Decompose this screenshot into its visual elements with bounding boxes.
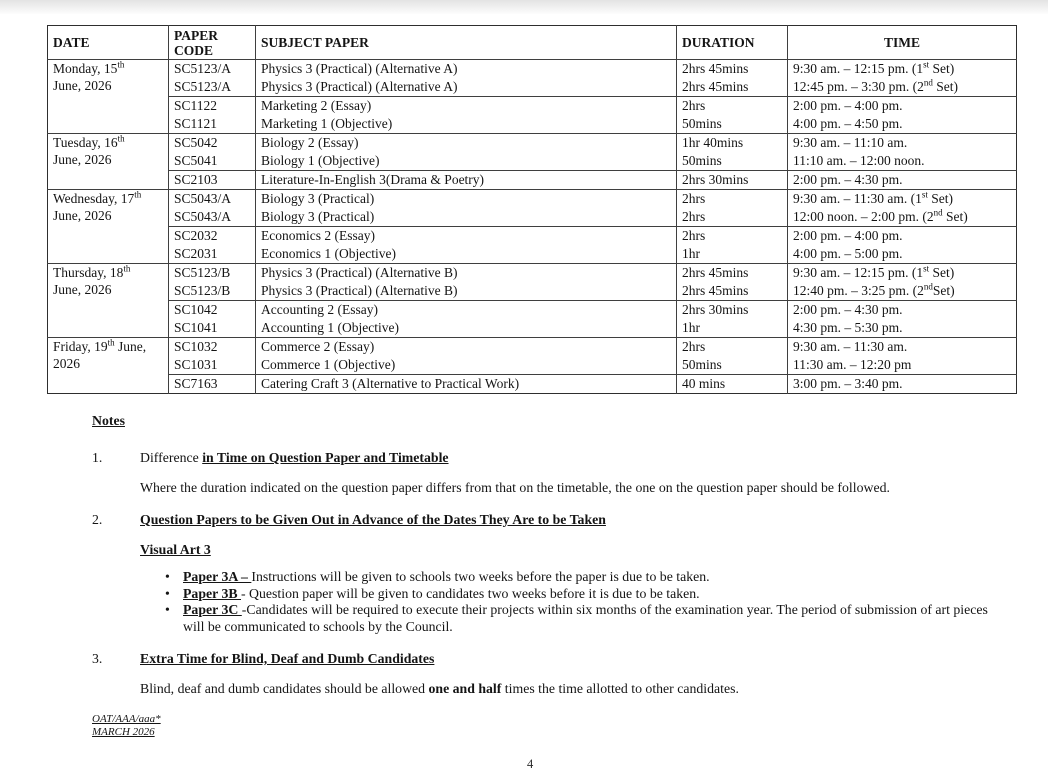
- footer-reference: OAT/AAA/aaa*: [92, 713, 161, 725]
- paper-code-cell: SC2031: [169, 245, 256, 264]
- duration-cell: 50mins: [677, 356, 788, 375]
- bullet-item: • Paper 3B - Question paper will be given to candidates two weeks before it is due to be taken.: [165, 585, 700, 601]
- header-time: TIME: [788, 26, 1017, 60]
- time-cell: 9:30 am. – 11:10 am.: [788, 134, 1017, 153]
- paper-code-cell: SC5042: [169, 134, 256, 153]
- time-cell: 4:30 pm. – 5:30 pm.: [788, 319, 1017, 338]
- timetable-row: [48, 60, 1017, 79]
- paper-code-cell: SC2103: [169, 171, 256, 190]
- duration-cell: 2hrs: [677, 97, 788, 116]
- bullet-item: • Paper 3A – Instructions will be given to schools two weeks before the paper is due to be taken.: [165, 569, 710, 584]
- time-cell: 12:45 pm. – 3:30 pm. (2nd Set): [788, 78, 1017, 97]
- time-cell: 4:00 pm. – 5:00 pm.: [788, 245, 1017, 264]
- subject-cell: Marketing 2 (Essay): [256, 97, 677, 116]
- date-cell: Monday, 15th June, 2026: [48, 60, 169, 134]
- note-heading: Question Papers to be Given Out in Advance of the Dates They Are to be Taken: [140, 512, 606, 527]
- subject-cell: Economics 2 (Essay): [256, 227, 677, 246]
- header-subject-paper: SUBJECT PAPER: [256, 26, 677, 60]
- paper-code-cell: SC5041: [169, 152, 256, 171]
- timetable-row: [48, 115, 1017, 134]
- note-item: [92, 449, 990, 496]
- note-paragraph: Where the duration indicated on the question paper differs from that on the timetable, the one on the question paper should be followed.: [140, 480, 890, 495]
- timetable-row: [48, 208, 1017, 227]
- duration-cell: 2hrs 45mins: [677, 282, 788, 301]
- time-cell: 12:00 noon. – 2:00 pm. (2nd Set): [788, 208, 1017, 227]
- page-footer: [92, 713, 161, 738]
- subject-cell: Physics 3 (Practical) (Alternative B): [256, 282, 677, 301]
- time-cell: 9:30 am. – 12:15 pm. (1st Set): [788, 264, 1017, 283]
- date-cell: Friday, 19th June, 2026: [48, 338, 169, 394]
- paper-code-cell: SC1041: [169, 319, 256, 338]
- note-paragraph: Blind, deaf and dumb candidates should be allowed one and half times the time allotted to other candidates.: [140, 681, 739, 696]
- subject-cell: Marketing 1 (Objective): [256, 115, 677, 134]
- paper-code-cell: SC5123/B: [169, 282, 256, 301]
- timetable-row: [48, 264, 1017, 283]
- subject-cell: Physics 3 (Practical) (Alternative B): [256, 264, 677, 283]
- timetable-row: [48, 245, 1017, 264]
- timetable-row: [48, 227, 1017, 246]
- timetable-row: [48, 171, 1017, 190]
- footer-date: MARCH 2026: [92, 725, 155, 738]
- date-cell: Tuesday, 16th June, 2026: [48, 134, 169, 190]
- subject-cell: Literature-In-English 3(Drama & Poetry): [256, 171, 677, 190]
- duration-cell: 2hrs 30mins: [677, 301, 788, 320]
- timetable-row: [48, 134, 1017, 153]
- timetable-row: [48, 78, 1017, 97]
- paper-code-cell: SC5043/A: [169, 208, 256, 227]
- note-item: [92, 511, 990, 635]
- timetable-row: [48, 356, 1017, 375]
- timetable-row: [48, 319, 1017, 338]
- header-paper-code: PAPER CODE: [169, 26, 256, 60]
- exam-timetable: [47, 25, 1017, 394]
- subject-cell: Biology 3 (Practical): [256, 190, 677, 209]
- subject-cell: Biology 3 (Practical): [256, 208, 677, 227]
- duration-cell: 2hrs 45mins: [677, 78, 788, 97]
- subject-cell: Accounting 2 (Essay): [256, 301, 677, 320]
- note-number: 3.: [92, 651, 103, 666]
- timetable-row: [48, 282, 1017, 301]
- duration-cell: 50mins: [677, 115, 788, 134]
- paper-code-cell: SC1121: [169, 115, 256, 134]
- paper-code-cell: SC5043/A: [169, 190, 256, 209]
- note-heading: Extra Time for Blind, Deaf and Dumb Candidates: [140, 651, 435, 666]
- time-cell: 9:30 am. – 11:30 am.: [788, 338, 1017, 357]
- bullet-icon: •: [165, 569, 170, 584]
- subject-cell: Biology 2 (Essay): [256, 134, 677, 153]
- paper-code-cell: SC7163: [169, 375, 256, 394]
- bullet-icon: •: [165, 585, 170, 601]
- paper-code-cell: SC1122: [169, 97, 256, 116]
- paper-code-cell: SC2032: [169, 227, 256, 246]
- notes-items: [92, 449, 990, 697]
- note-number: 1.: [92, 450, 103, 465]
- bullet-list: [140, 569, 990, 635]
- subject-cell: Physics 3 (Practical) (Alternative A): [256, 78, 677, 97]
- paper-code-cell: SC1032: [169, 338, 256, 357]
- duration-cell: 2hrs 45mins: [677, 60, 788, 79]
- note-heading: Difference in Time on Question Paper and Timetable: [140, 450, 449, 465]
- page-number: 4: [527, 757, 534, 770]
- timetable-header-row: [48, 26, 1017, 60]
- duration-cell: 2hrs 30mins: [677, 171, 788, 190]
- timetable-row: [48, 190, 1017, 209]
- timetable-row: [48, 152, 1017, 171]
- duration-cell: 2hrs 45mins: [677, 264, 788, 283]
- time-cell: 2:00 pm. – 4:30 pm.: [788, 301, 1017, 320]
- paper-code-cell: SC5123/A: [169, 60, 256, 79]
- time-cell: 2:00 pm. – 4:30 pm.: [788, 171, 1017, 190]
- date-cell: Wednesday, 17th June, 2026: [48, 190, 169, 264]
- time-cell: 12:40 pm. – 3:25 pm. (2ndSet): [788, 282, 1017, 301]
- date-cell: Thursday, 18th June, 2026: [48, 264, 169, 338]
- time-cell: 11:30 am. – 12:20 pm: [788, 356, 1017, 375]
- paper-code-cell: SC1042: [169, 301, 256, 320]
- paper-code-cell: SC1031: [169, 356, 256, 375]
- page-top-shadow: [0, 0, 1048, 14]
- time-cell: 2:00 pm. – 4:00 pm.: [788, 227, 1017, 246]
- duration-cell: 2hrs: [677, 208, 788, 227]
- duration-cell: 2hrs: [677, 190, 788, 209]
- duration-cell: 2hrs: [677, 338, 788, 357]
- notes-section: [92, 412, 990, 712]
- header-date: DATE: [48, 26, 169, 60]
- subject-cell: Commerce 2 (Essay): [256, 338, 677, 357]
- subject-cell: Catering Craft 3 (Alternative to Practical Work): [256, 375, 677, 394]
- subject-cell: Economics 1 (Objective): [256, 245, 677, 264]
- note-content: [140, 449, 990, 496]
- subject-cell: Biology 1 (Objective): [256, 152, 677, 171]
- time-cell: 4:00 pm. – 4:50 pm.: [788, 115, 1017, 134]
- note-number: 2.: [92, 512, 103, 527]
- paper-code-cell: SC5123/B: [169, 264, 256, 283]
- notes-title: Notes: [92, 413, 125, 428]
- duration-cell: 1hr 40mins: [677, 134, 788, 153]
- timetable-row: [48, 97, 1017, 116]
- time-cell: 3:00 pm. – 3:40 pm.: [788, 375, 1017, 394]
- duration-cell: 40 mins: [677, 375, 788, 394]
- header-duration: DURATION: [677, 26, 788, 60]
- note-content: [140, 650, 990, 697]
- duration-cell: 1hr: [677, 319, 788, 338]
- note-subheading: Visual Art 3: [140, 542, 211, 557]
- time-cell: 9:30 am. – 12:15 pm. (1st Set): [788, 60, 1017, 79]
- timetable-header: [48, 26, 1017, 60]
- note-item: [92, 650, 990, 697]
- timetable-row: [48, 338, 1017, 357]
- duration-cell: 1hr: [677, 245, 788, 264]
- timetable-row: [48, 301, 1017, 320]
- subject-cell: Commerce 1 (Objective): [256, 356, 677, 375]
- duration-cell: 2hrs: [677, 227, 788, 246]
- subject-cell: Physics 3 (Practical) (Alternative A): [256, 60, 677, 79]
- timetable-body: [48, 60, 1017, 394]
- time-cell: 11:10 am. – 12:00 noon.: [788, 152, 1017, 171]
- timetable-row: [48, 375, 1017, 394]
- note-content: [140, 511, 990, 635]
- time-cell: 9:30 am. – 11:30 am. (1st Set): [788, 190, 1017, 209]
- paper-code-cell: SC5123/A: [169, 78, 256, 97]
- duration-cell: 50mins: [677, 152, 788, 171]
- subject-cell: Accounting 1 (Objective): [256, 319, 677, 338]
- time-cell: 2:00 pm. – 4:00 pm.: [788, 97, 1017, 116]
- bullet-item: • Paper 3C -Candidates will be required to execute their projects within six months of the examination year. The period of submission of art pieces will be communicated to schools by the Council.: [165, 602, 988, 634]
- bullet-icon: •: [165, 602, 170, 617]
